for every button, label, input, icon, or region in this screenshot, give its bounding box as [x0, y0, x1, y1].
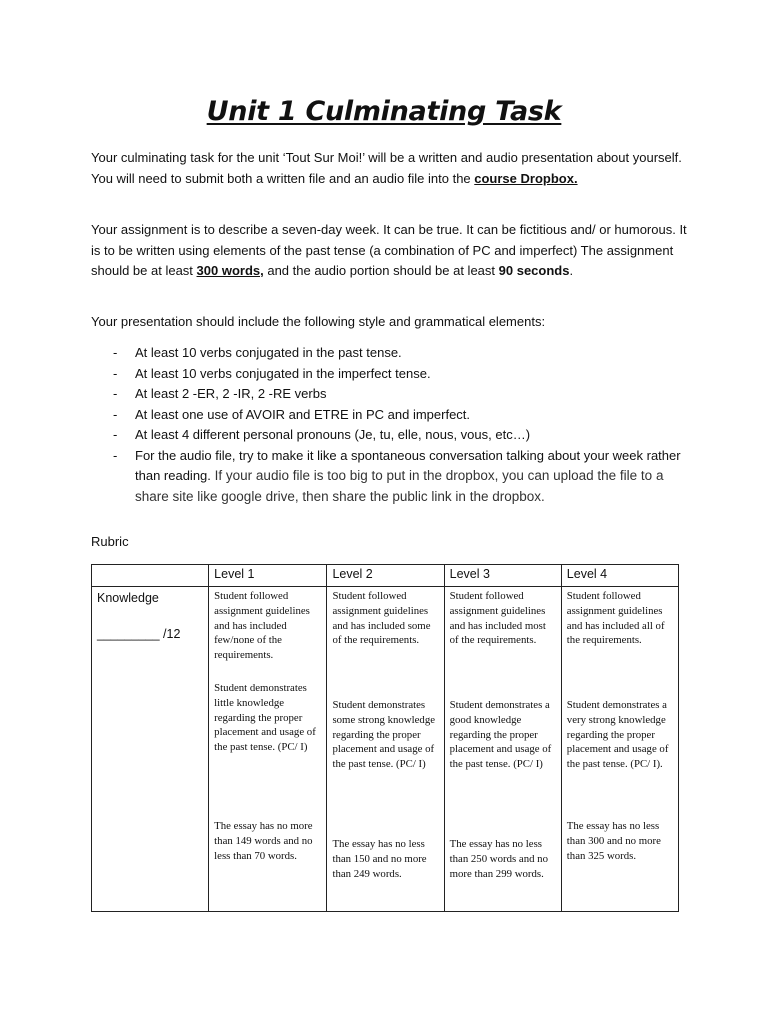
list-item-text: At least 10 verbs conjugated in the past tense. [135, 345, 402, 360]
assignment-text-2: and the audio portion should be at least [263, 263, 499, 278]
list-item [91, 364, 691, 385]
list-item-text: At least 10 verbs conjugated in the imperfect tense. [135, 365, 431, 381]
criterion-score: _________ /12 [97, 627, 181, 641]
list-dash: - [113, 406, 118, 422]
list-dash: - [113, 386, 118, 401]
requirements-list [91, 343, 691, 507]
intro-paragraph [91, 148, 691, 189]
level-descriptor: Student demonstrates a good knowledge regarding the proper placement and usage of the past tense. (PC/ I) [449, 699, 552, 771]
assignment-text-3: . [569, 263, 574, 278]
level-1-cell [209, 587, 327, 912]
level-descriptor: The essay has no less than 300 and no more than 325 words. [566, 820, 661, 862]
level-descriptor: Student demonstrates little knowledge regarding the proper placement and usage of the past tense. (PC/ I) [214, 682, 316, 754]
level-descriptor: Student followed assignment guidelines and has included all of the requirements. [566, 590, 665, 647]
elements-intro: Your presentation should include the following style and grammatical elements: [91, 314, 546, 329]
list-item [91, 425, 691, 446]
list-dash: - [113, 447, 118, 463]
list-item [91, 405, 691, 426]
list-item-text: At least one use of AVOIR and ETRE in PC and imperfect. [135, 406, 471, 422]
list-dash: - [113, 427, 118, 442]
criterion-cell [92, 587, 209, 912]
audio-upload-note: If your audio file is too big to put in the dropbox, you can upload the file to a share site like google drive, then share the public link in the dropbox. [135, 468, 664, 504]
rubric-header-cell: Level 1 [209, 565, 327, 587]
rubric-header-cell: Level 2 [327, 565, 444, 587]
intro-text: Your culminating task for the unit ‘Tout Sur Moi!’ will be a written and audio presentation about yourself. You will need to submit both a written file and an audio file into the [91, 150, 682, 186]
list-item [91, 343, 691, 364]
level-descriptor: Student followed assignment guidelines and has included most of the requirements. [449, 590, 546, 647]
rubric-label: Rubric [91, 534, 129, 549]
level-3-cell [444, 587, 561, 912]
level-descriptor: The essay has no less than 150 and no more than 249 words. [332, 838, 427, 880]
level-2-cell [327, 587, 444, 912]
level-descriptor: Student followed assignment guidelines and has included few/none of the requirements. [214, 590, 310, 662]
rubric-header-cell: Level 4 [561, 565, 678, 587]
course-dropbox-link[interactable]: course Dropbox. [474, 170, 578, 186]
criterion-name: Knowledge [97, 591, 159, 605]
list-dash: - [113, 345, 118, 360]
assignment-paragraph [91, 220, 691, 282]
level-4-cell [561, 587, 678, 912]
rubric-table [91, 564, 679, 912]
rubric-header-cell [92, 565, 209, 587]
audio-length-requirement: 90 seconds [498, 263, 570, 278]
page-title: Unit 1 Culminating Task [206, 96, 562, 127]
audio-instruction-text: For the audio file, try to make it like a spontaneous conversation talking about your week rather than reading. [135, 447, 681, 483]
table-row [92, 587, 679, 912]
list-dash: - [113, 365, 118, 381]
level-descriptor: Student followed assignment guidelines and has included some of the requirements. [332, 590, 431, 647]
list-item-text: At least 4 different personal pronouns (Je, tu, elle, nous, vous, etc…) [135, 427, 531, 442]
list-item [91, 384, 691, 405]
level-descriptor: Student demonstrates a very strong knowledge regarding the proper placement and usage of the past tense. (PC/ I). [566, 699, 669, 771]
word-count-requirement: 300 words, [196, 263, 264, 278]
rubric-header-cell: Level 3 [444, 565, 561, 587]
level-descriptor: The essay has no more than 149 words and no less than 70 words. [214, 820, 313, 862]
level-descriptor: Student demonstrates some strong knowledge regarding the proper placement and usage of the past tense. (PC/ I) [332, 699, 436, 771]
rubric-header-row [92, 565, 679, 587]
list-item-audio [91, 446, 691, 508]
level-descriptor: The essay has no less than 250 words and no more than 299 words. [449, 838, 548, 880]
assignment-text: Your assignment is to describe a seven-day week. It can be true. It can be fictitious and/ or humorous. It is to be written using elements of the past tense (a combination of PC and imperfect) The assignment should be at least [91, 222, 687, 278]
list-item-text: At least 2 -ER, 2 -IR, 2 -RE verbs [135, 386, 327, 401]
